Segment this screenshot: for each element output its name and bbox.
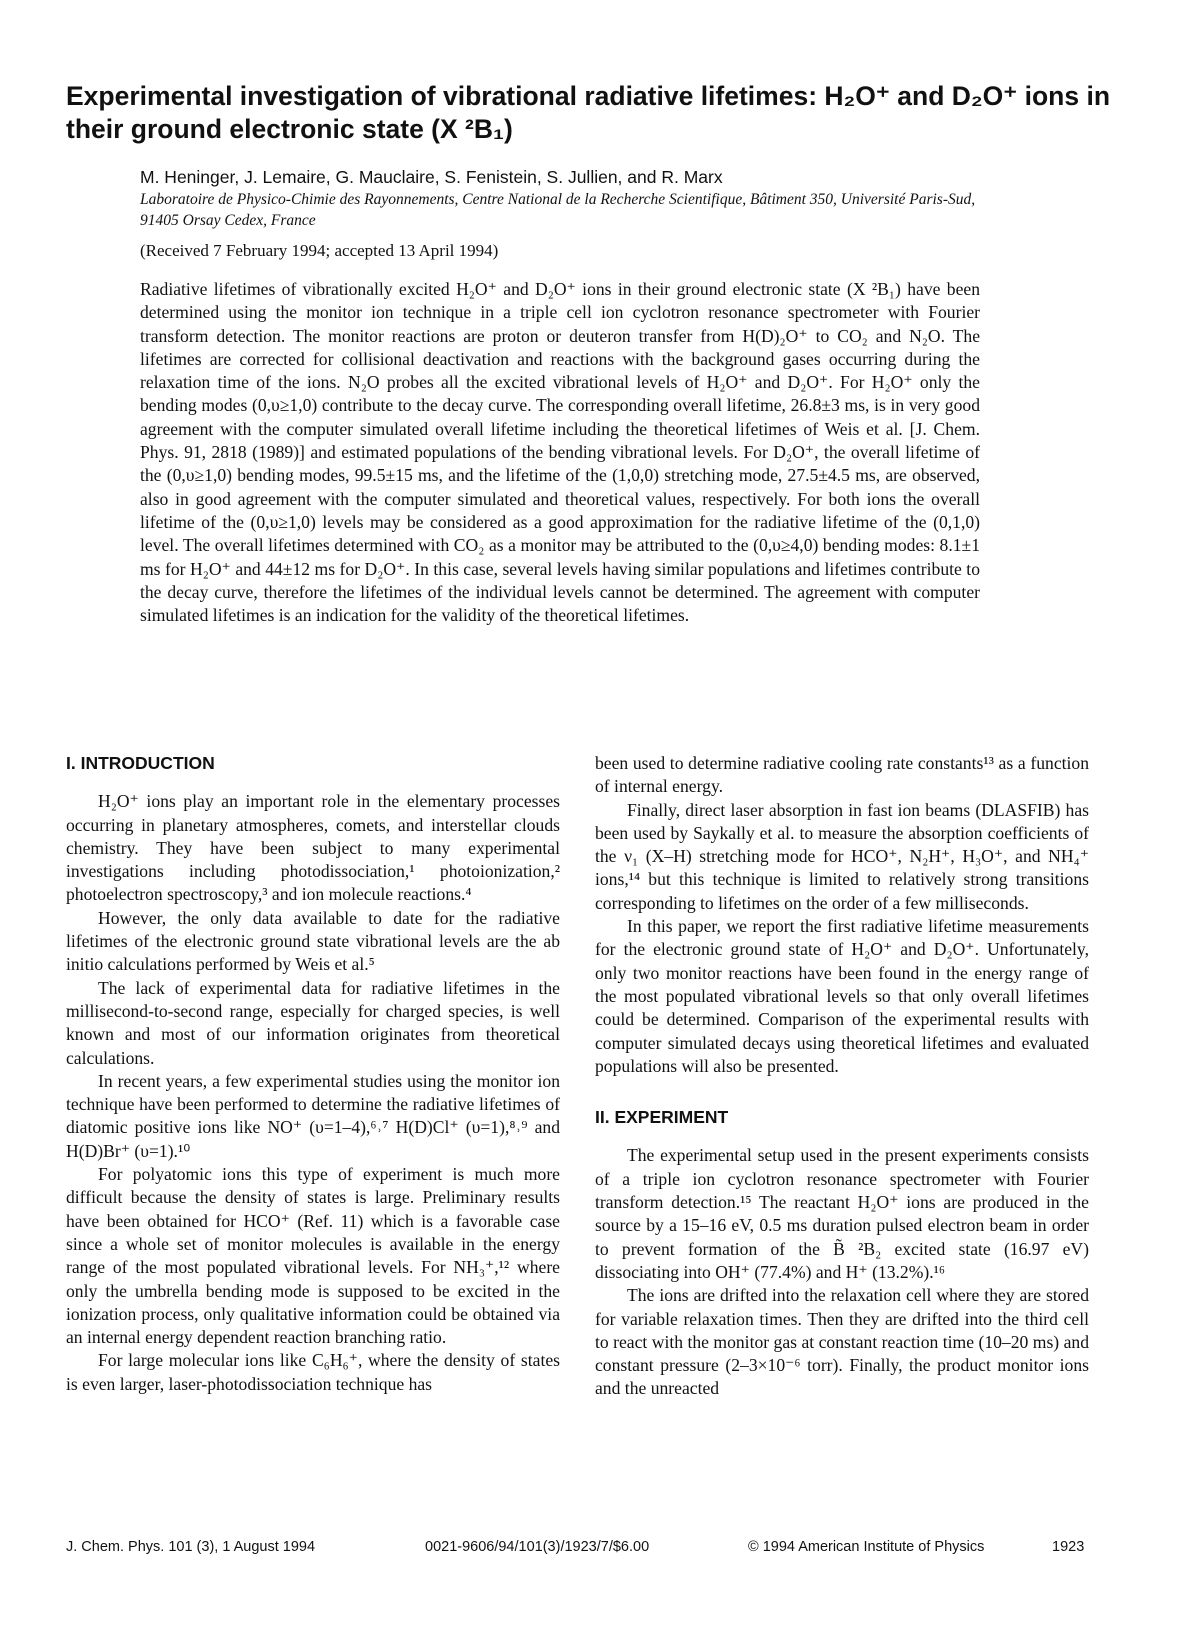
left-column [66,752,560,1396]
section-heading-introduction: I. INTRODUCTION [66,753,215,773]
author-list: M. Heninger, J. Lemaire, G. Mauclaire, S. Fenistein, S. Jullien, and R. Marx [140,167,723,187]
paragraph: For polyatomic ions this type of experiment is much more difficult because the density of states is large. Preliminary results have been obtained for HCO⁺ (Ref. 11) which is a favorable case since a whole set of monitor molecules is available in the energy range of the most populated vibrational levels. For NH₃⁺,¹² where only the umbrella bending mode is supposed to be excited in the ionization process, only qualitative information could be obtained via an internal energy dependent reaction branching ratio. [66,1164,560,1348]
paragraph: Finally, direct laser absorption in fast ion beams (DLASFIB) has been used by Saykally et al. to measure the absorption coefficients of the ν₁ (X–H) stretching mode for HCO⁺, N₂H⁺, H₃O⁺, and NH₄⁺ ions,¹⁴ but this technique is limited to relatively strong transitions corresponding to lifetimes on the order of a few milliseconds. [595,799,1089,913]
section-spacer [595,1078,1089,1106]
right-column [595,752,1089,1401]
section-heading-experiment: II. EXPERIMENT [595,1107,729,1128]
paragraph: been used to determine radiative cooling rate constants¹³ as a function of internal energy. [595,753,1089,797]
copyright-notice: © 1994 American Institute of Physics [748,1539,985,1555]
paragraph: H₂O⁺ ions play an important role in the elementary processes occurring in planetary atmospheres, comets, and interstellar clouds chemistry. They have been subject to many experimental investigations including photodissociation,¹ photoionization,² photoelectron spectroscopy,³ and ion molecule reactions.⁴ [66,791,560,905]
paragraph: For large molecular ions like C₆H₆⁺, where the density of states is even larger, laser-photodissociation technique has [66,1350,560,1394]
received-dates: (Received 7 February 1994; accepted 13 April 1994) [140,241,499,260]
paragraph: The lack of experimental data for radiative lifetimes in the millisecond-to-second range, especially for charged species, is well known and most of our information originates from theoretical calculations. [66,977,560,1068]
paragraph: The ions are drifted into the relaxation cell where they are stored for variable relaxation times. Then they are drifted into the third cell to react with the monitor gas at constant reaction time (10–20 ms) and constant pressure (2–3×10⁻⁶ torr). Finally, the product monitor ions and the unreacted [595,1285,1089,1399]
paragraph: However, the only data available to date for the radiative lifetimes of the electronic ground state vibrational levels are the ab initio calculations performed by Weis et al.⁵ [66,907,560,975]
paper-title: Experimental investigation of vibrational radiative lifetimes: H₂O⁺ and D₂O⁺ ions in their ground electronic state (X ²B₁) [66,81,1111,144]
paragraph: In this paper, we report the first radiative lifetime measurements for the electronic ground state of H₂O⁺ and D₂O⁺. Unfortunately, only two monitor reactions have been found in the energy range of the most populated vibrational levels so that only overall lifetimes could be determined. Comparison of the experimental results with computer simulated decays using theoretical lifetimes and evaluated populations will also be presented. [595,916,1089,1076]
affiliation: Laboratoire de Physico-Chimie des Rayonnements, Centre National de la Recherche Scientifique, Bâtiment 350, Université Paris-Sud, 91405 Orsay Cedex, France [140,191,976,229]
article-code: 0021-9606/94/101(3)/1923/7/$6.00 [425,1539,650,1555]
abstract: Radiative lifetimes of vibrationally excited H₂O⁺ and D₂O⁺ ions in their ground electronic state (X ²B₁) have been determined using the monitor ion technique in a triple cell ion cyclotron resonance spectrometer with Fourier transform detection. The monitor reactions are proton or deuteron transfer from H(D)₂O⁺ to CO₂ and N₂O. The lifetimes are corrected for collisional deactivation and reactions with the background gases occurring during the relaxation time of the ions. N₂O probes all the excited vibrational levels of H₂O⁺ and D₂O⁺. For H₂O⁺ only the bending modes (0,υ≥1,0) contribute to the decay curve. The corresponding overall lifetime, 26.8±3 ms, is in very good agreement with the computer simulated overall lifetime including the theoretical lifetimes of Weis et al. [J. Chem. Phys. 91, 2818 (1989)] and estimated populations of the bending vibrational levels. For D₂O⁺, the overall lifetime of the (0,υ≥1,0) bending modes, 99.5±15 ms, and the lifetime of the (1,0,0) stretching mode, 27.5±4.5 ms, are observed, also in good agreement with the computer simulated and theoretical values, respectively. For both ions the overall lifetime of the (0,υ≥1,0) levels may be considered as a good approximation for the radiative lifetime of the (0,1,0) level. The overall lifetimes determined with CO₂ as a monitor may be attributed to the (0,υ≥4,0) bending modes: 8.1±1 ms for H₂O⁺ and 44±12 ms for D₂O⁺. In this case, several levels having similar populations and lifetimes contribute to the decay curve, therefore the lifetimes of the individual levels cannot be determined. The agreement with computer simulated lifetimes is an indication for the validity of the theoretical lifetimes. [140,279,980,626]
paragraph: The experimental setup used in the present experiments consists of a triple ion cyclotron resonance spectrometer with Fourier transform detection.¹⁵ The reactant H₂O⁺ ions are produced in the source by a 15–16 eV, 0.5 ms duration pulsed electron beam in order to prevent formation of the B̃ ²B₂ excited state (16.97 eV) dissociating into OH⁺ (77.4%) and H⁺ (13.2%).¹⁶ [595,1145,1089,1282]
paragraph: In recent years, a few experimental studies using the monitor ion technique have been performed to determine the radiative lifetimes of diatomic positive ions like NO⁺ (υ=1–4),⁶˒⁷ H(D)Cl⁺ (υ=1),⁸˒⁹ and H(D)Br⁺ (υ=1).¹⁰ [66,1070,560,1161]
page-number: 1923 [1052,1539,1085,1555]
journal-citation: J. Chem. Phys. 101 (3), 1 August 1994 [66,1539,316,1555]
